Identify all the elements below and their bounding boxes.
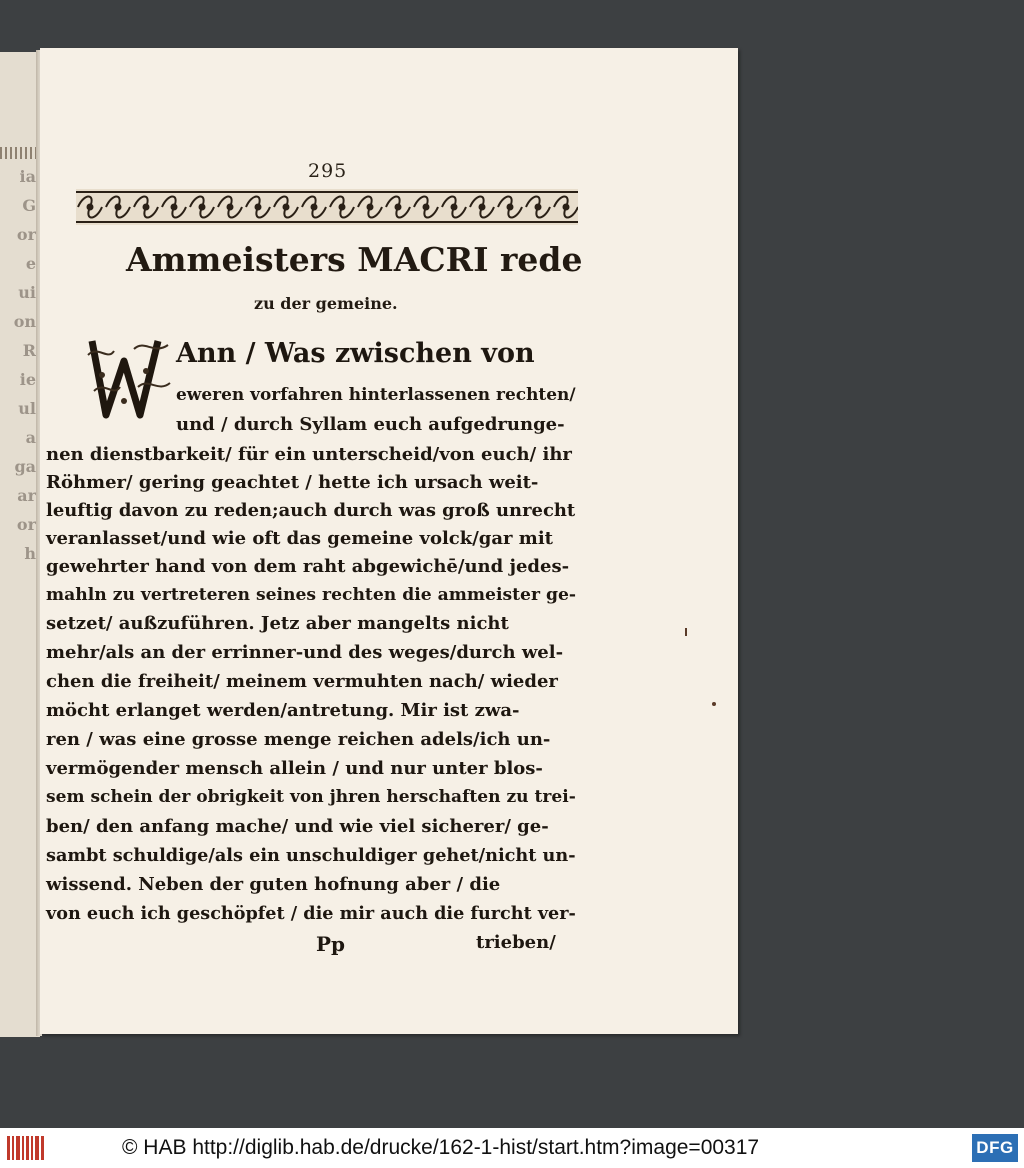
- ornament-dot: [172, 205, 177, 210]
- ornament-dot: [144, 205, 149, 210]
- text-line: veranlasset/und wie oft das gemeine volck/gar mit: [46, 528, 553, 549]
- ornament-border: [76, 189, 578, 225]
- text-line: mehr/als an der errinner-und des weges/durch wel-: [46, 642, 564, 663]
- text-line: eweren vorfahren hinterlassenen rechten/: [176, 384, 576, 404]
- previous-page-ornament: [0, 147, 40, 159]
- text-line: möcht erlanget werden/antretung. Mir ist zwa-: [46, 700, 520, 721]
- text-line: Röhmer/ gering geachtet / hette ich ursach weit-: [46, 472, 539, 493]
- text-line: setzet/ außzuführen. Jetz aber mangelts nicht: [46, 613, 509, 634]
- decorated-initial-w: [84, 331, 174, 425]
- previous-page-fragment: or: [16, 515, 36, 534]
- text-line: leuftig davon zu reden;auch durch was groß unrecht: [46, 500, 576, 521]
- ink-tick: [685, 628, 687, 636]
- text-line: Ann / Was zwischen von: [176, 338, 535, 369]
- ornament-dot: [256, 205, 261, 210]
- ornament-dot: [368, 205, 373, 210]
- ornament-dot: [116, 205, 121, 210]
- signature-mark: Pp: [316, 932, 346, 956]
- dfg-logo: DFG: [972, 1134, 1018, 1162]
- page-number: 295: [308, 160, 348, 182]
- ornament-dot: [88, 205, 93, 210]
- text-line: gewehrter hand von dem raht abgewichē/und jedes-: [46, 556, 570, 577]
- previous-page-fragment: ie: [19, 370, 36, 389]
- copyright-link[interactable]: © HAB http://diglib.hab.de/drucke/162-1-hist/start.htm?image=00317: [122, 1136, 760, 1159]
- previous-page-fragment: a: [25, 428, 36, 447]
- previous-page-fragment: h: [24, 544, 36, 563]
- text-line: ben/ den anfang mache/ und wie viel sicherer/ ge-: [46, 816, 549, 837]
- ornament-dot: [424, 205, 429, 210]
- text-line: sambt schuldige/als ein unschuldiger gehet/nicht un-: [46, 845, 576, 866]
- ornament-dot: [452, 205, 457, 210]
- catchword: trieben/: [476, 932, 556, 953]
- text-line: und / durch Syllam euch aufgedrunge-: [176, 414, 565, 435]
- previous-page-edge: [0, 52, 40, 1037]
- ornament-dot: [284, 205, 289, 210]
- previous-page-fragment: ul: [18, 399, 36, 418]
- ornament-dot: [200, 205, 205, 210]
- previous-page-fragment: ui: [18, 283, 36, 302]
- ornament-dot: [312, 205, 317, 210]
- previous-page-fragment: R: [22, 341, 36, 360]
- section-subtitle: zu der gemeine.: [254, 294, 398, 313]
- ornament-dot: [564, 205, 569, 210]
- ornament-dot: [228, 205, 233, 210]
- text-line: nen dienstbarkeit/ für ein unterscheid/von euch/ ihr: [46, 444, 572, 465]
- previous-page-fragment: on: [13, 312, 36, 331]
- text-line: chen die freiheit/ meinem vermuhten nach/ wieder: [46, 671, 558, 692]
- text-line: wissend. Neben der guten hofnung aber / die: [46, 874, 501, 895]
- previous-page-fragment: e: [25, 254, 36, 273]
- ink-spot: [712, 702, 716, 706]
- ornament-dot: [480, 205, 485, 210]
- footer-bar: [0, 1128, 1024, 1168]
- ornament-dot: [508, 205, 513, 210]
- previous-page-fragment: ia: [19, 167, 36, 186]
- text-line: von euch ich geschöpfet / die mir auch die furcht ver-: [46, 903, 576, 924]
- barcode-icon: [6, 1134, 46, 1162]
- text-line: ren / was eine grosse menge reichen adels/ich un-: [46, 729, 551, 750]
- text-line: vermögender mensch allein / und nur unter blos-: [46, 758, 543, 779]
- ornament-dot: [340, 205, 345, 210]
- text-line: mahln zu vertreteren seines rechten die ammeister ge-: [46, 585, 577, 605]
- previous-page-fragment: ar: [17, 486, 36, 505]
- ornament-dot: [536, 205, 541, 210]
- previous-page-fragment: G: [22, 196, 36, 215]
- previous-page-text: [2, 162, 36, 568]
- section-title: Ammeisters MACRI rede: [126, 240, 583, 279]
- previous-page-fragment: or: [16, 225, 36, 244]
- previous-page-fragment: ga: [14, 457, 36, 476]
- ornament-dot: [396, 205, 401, 210]
- book-page: [40, 48, 738, 1034]
- text-line: sem schein der obrigkeit von jhren herschaften zu trei-: [46, 787, 576, 807]
